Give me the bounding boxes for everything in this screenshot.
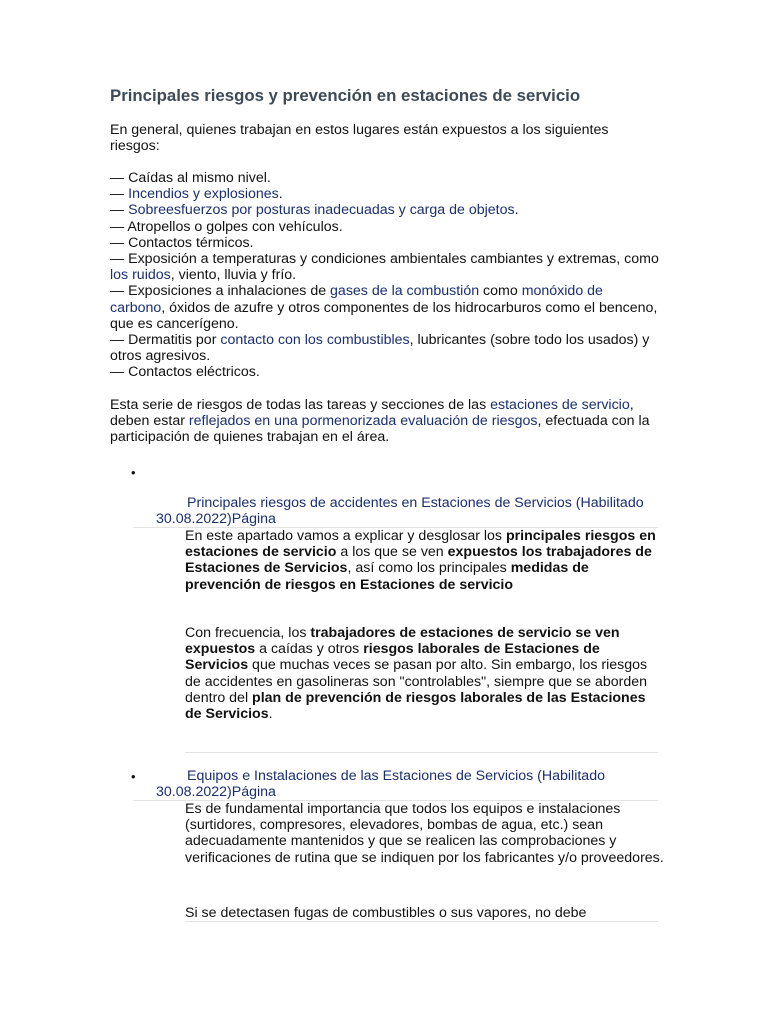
link-ruidos[interactable]: los ruidos [110, 267, 171, 284]
risk-item: — Incendios y explosiones. [110, 186, 283, 203]
link-sobreesfuerzos[interactable]: Sobreesfuerzos por posturas inadecuadas y carga de objetos [128, 202, 515, 219]
link-gases-combustion[interactable]: gases de la combustión [330, 283, 480, 300]
summary-paragraph: Esta serie de riesgos de todas las tareas y secciones de las estaciones de servicio, deben estar reflejados en una pormenorizada evaluación de riesgos, efectuada con la participación de quienes trabajan en el área. [110, 397, 650, 446]
risk-list [110, 170, 660, 381]
list-bullet: • [131, 769, 136, 784]
section2-heading-link[interactable]: Equipos e Instalaciones de las Estaciones de Servicios (Habilitado 30.08.2022)Página [156, 768, 605, 801]
risk-item: — Dermatitis por contacto con los combustibles, lubricantes (sobre todo los usados) y otros agresivos. [110, 332, 650, 365]
link-evaluacion-riesgos[interactable]: reflejados en una pormenorizada evaluación de riesgos [188, 413, 538, 430]
link-contacto-combustibles[interactable]: contacto con los combustibles [220, 332, 410, 349]
divider [185, 921, 658, 922]
risk-item: — Contactos térmicos. [110, 234, 254, 251]
section1-heading-link[interactable]: Principales riesgos de accidentes en Estaciones de Servicios (Habilitado 30.08.2022)Página [156, 495, 644, 528]
risk-item: — Exposiciones a inhalaciones de gases de la combustión como monóxido de carbono, óxidos de azufre y otros componentes de los hidrocarburos como el benceno, que es cancerígeno. [110, 283, 658, 332]
link-estaciones-servicio[interactable]: estaciones de servicio [490, 397, 630, 413]
risk-item: — Caídas al mismo nivel. [110, 170, 271, 186]
intro-paragraph: En general, quienes trabajan en estos lugares están expuestos a los siguientes riesgos: [110, 122, 609, 155]
section1-paragraph-1: En este apartado vamos a explicar y desglosar los principales riesgos en estaciones de servicio a los que se ven expuestos los trabajadores de Estaciones de Servicios, así como los principales medidas de prevención de riesgos en Estaciones de servicio [185, 528, 656, 593]
risk-item: — Exposición a temperaturas y condiciones ambientales cambiantes y extremas, como los ruidos, viento, lluvia y frío. [110, 251, 659, 284]
link-incendios[interactable]: Incendios y explosiones [128, 186, 279, 203]
list-bullet: • [131, 465, 136, 480]
link-monoxido[interactable]: monóxido de carbono [110, 283, 603, 316]
section1-paragraph-2: Con frecuencia, los trabajadores de estaciones de servicio se ven expuestos a caídas y otros riesgos laborales de Estaciones de Servicios que muchas veces se pasan por alto. Sin embargo, los riesgos de accidentes en gasolineras son "controlables", siempre que se aborden dentro del plan de prevención de riesgos laborales de las Estaciones de Servicios. [185, 625, 648, 723]
section2-paragraph-2: Si se detectasen fugas de combustibles o sus vapores, no debe [185, 905, 587, 921]
divider [185, 752, 658, 753]
page-title: Principales riesgos y prevención en estaciones de servicio [110, 86, 581, 105]
risk-item: — Contactos eléctricos. [110, 364, 260, 381]
risk-item: — Sobreesfuerzos por posturas inadecuadas y carga de objetos. [110, 202, 519, 219]
section2-paragraph-1: Es de fundamental importancia que todos los equipos e instalaciones (surtidores, compresores, elevadores, bombas de agua, etc.) sean adecuadamente mantenidos y que se realicen las comprobaciones y verificaciones de rutina que se indiquen por los fabricantes y/o proveedores. [185, 801, 664, 866]
risk-item: — Atropellos o golpes con vehículos. [110, 218, 343, 235]
